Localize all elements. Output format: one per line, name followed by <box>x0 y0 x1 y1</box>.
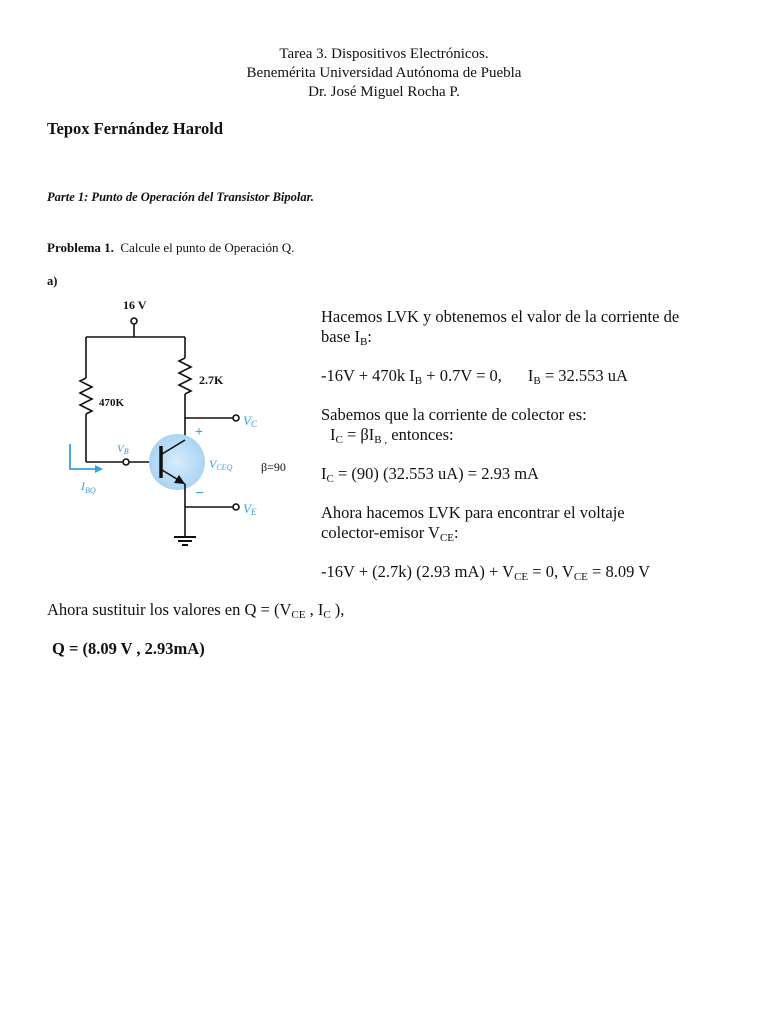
equation-collector-current: $I_C = (90)$ (32.553 uA) = 2.93 mA <box>321 464 539 485</box>
vce-intro-line1: Ahora hacemos LVK para encontrar el voltaje <box>321 503 625 522</box>
ve-label: VE <box>243 501 257 517</box>
problem-text: Calcule el punto de Operación Q. <box>120 240 295 255</box>
base-terminal <box>123 459 129 465</box>
solution-intro-line2: base $I_B$: <box>321 327 372 348</box>
rb-label: 470K <box>99 397 125 409</box>
vce-intro-line2: colector-emisor $V_{CE}$: <box>321 523 459 544</box>
header-university: Benemérita Universidad Autónoma de Puebla <box>246 65 522 81</box>
part-title: Parte 1: Punto de Operación del Transistor Bipolar. <box>47 190 314 204</box>
problem-statement <box>47 240 294 256</box>
solution-intro-line1: Hacemos LVK y obtenemos el valor de la corriente de <box>321 307 680 326</box>
base-current-arrow <box>70 444 99 469</box>
rc-label: 2.7K <box>199 373 224 387</box>
author-name: Tepox Fernández Harold <box>47 119 224 138</box>
bjt-circuit-diagram <box>55 292 305 554</box>
resistor-rc <box>179 358 191 394</box>
vc-terminal <box>233 415 239 421</box>
header-title: Tarea 3. Dispositivos Electrónicos. <box>279 46 489 62</box>
header-professor: Dr. José Miguel Rocha P. <box>308 84 460 100</box>
beta-label: β=90 <box>261 460 286 474</box>
equation-vce: -16V + (2.7k) (2.93 $mA) + V_{CE} = 0$, $V_{CE} = 8.09$ V <box>321 562 651 583</box>
vb-label: VB <box>117 443 129 456</box>
vce-intro <box>321 503 625 543</box>
ib-label: $I_{BQ}$ <box>81 479 96 495</box>
supply-label: 16 V <box>123 298 147 312</box>
base-current-arrowhead-icon <box>95 465 103 473</box>
q-point-result: Q = (8.09 V , 2.93mA) <box>52 639 205 658</box>
resistor-rb <box>80 378 92 414</box>
equation-base-current: -16V + 470k $I_B + 0.7V = 0$, $I_B = 32.553$ uA <box>321 366 628 387</box>
substitution-line: Ahora sustituir los valores en $Q = (V_{CE}$ , $I_C$ ), <box>47 600 345 621</box>
collector-current-intro: Sabemos que la corriente de colector es: <box>321 405 587 424</box>
supply-terminal <box>131 318 137 324</box>
plus-sign: + <box>195 425 203 440</box>
vce-label: VCEQ <box>209 457 233 472</box>
equation-collector-relation: $I_C = \beta I_{B ,}$ entonces: <box>330 425 454 446</box>
problem-label: Problema 1. <box>47 240 114 255</box>
solution-intro <box>321 307 679 347</box>
ground-icon <box>174 537 196 545</box>
minus-sign: − <box>195 485 205 502</box>
item-label: a) <box>47 274 58 288</box>
vc-label: VC <box>243 413 257 429</box>
ve-terminal <box>233 504 239 510</box>
